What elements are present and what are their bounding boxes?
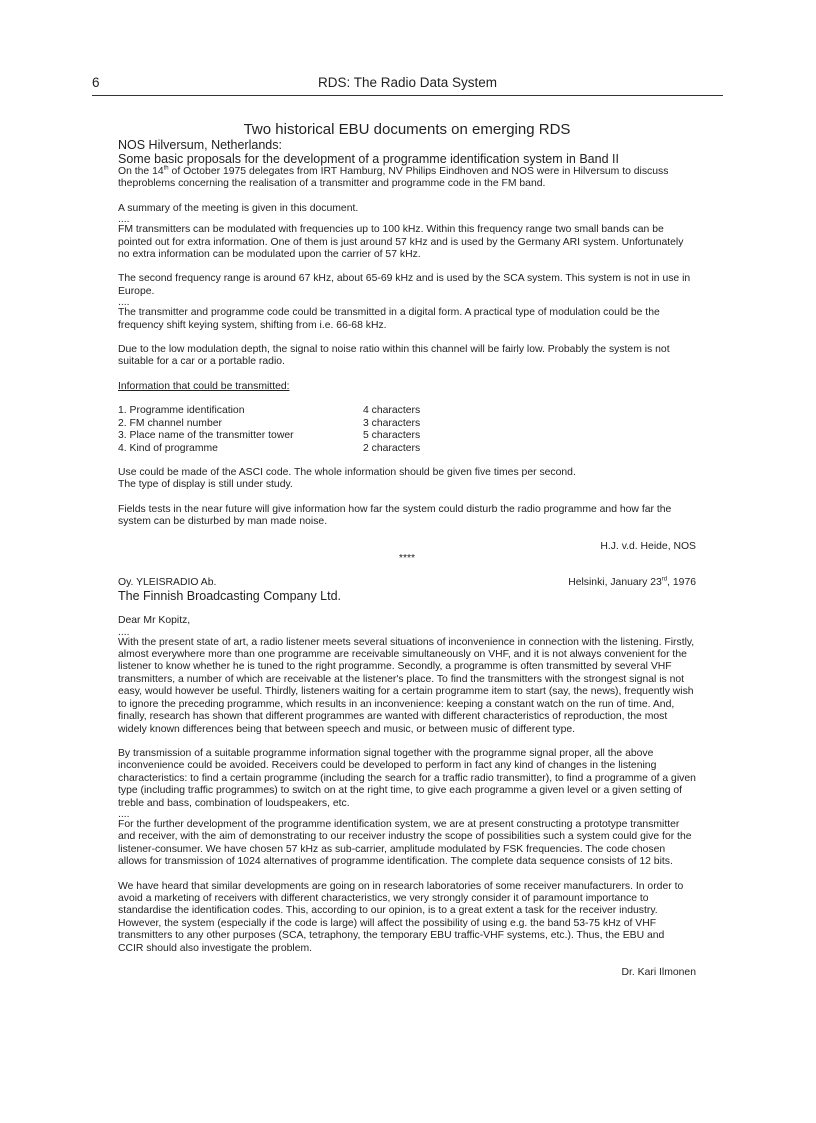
table-row bbox=[118, 405, 420, 417]
item-size: 5 characters bbox=[363, 430, 421, 442]
doc2-paragraph-4: We have heard that similar developments are going on in research laboratories of some receiver manufacturers. In order to avoid a marketing of receivers with different characteristics, we very strongly consider it of paramount importance to standardise the identification codes. This, according to our opinion, is to a great extent a task for the receiver industry. However, the system (especially if the code is large) will affect the possibility of using e.g. the band 53-75 kHz of VHF transmitters to any other purposes (SCA, tetraphony, the temporary EBU traffic-VHF systems, etc.). Thus, the EBU and bbox=[118, 880, 684, 942]
doc2-organisation: Oy. YLEISRADIO Ab. bbox=[118, 577, 217, 589]
doc2-paragraph-3: For the further development of the programme identification system, we are at present constructing a prototype transmitter and receiver, with the aim of demonstrating to our receiver industry the scope of possibilities such a system could give for the listener-consumer. We have chosen 57 kHz as sub-carrier, amplitude modulated by FSK frequencies. The code chosen allows for transmission of 1024 alternatives of programme identification. The complete data sequence consists of 12 bits. bbox=[118, 818, 692, 868]
doc2-paragraph-4-end: CCIR should also investigate the problem. bbox=[118, 942, 313, 954]
doc2-date bbox=[568, 577, 696, 589]
doc1-subject: Some basic proposals for the development of a programme identification system in Band II bbox=[118, 151, 619, 166]
doc1-intro-rest: of October 1975 delegates from IRT Hamburg, NV Philips Eindhoven and NOS were in Hilversum to discuss theproblems concerning the realisation of a transmitter and programme code in the FM band. bbox=[118, 166, 669, 190]
item-size: 2 characters bbox=[363, 442, 421, 454]
doc1-ellipsis-1: .... bbox=[118, 214, 130, 226]
table-row bbox=[118, 443, 420, 455]
doc1-ellipsis-2: .... bbox=[118, 297, 130, 309]
table-row bbox=[118, 430, 420, 442]
doc2-date-start: Helsinki, January 23 bbox=[568, 577, 662, 589]
doc1-paragraph-code: The transmitter and programme code could be transmitted in a digital form. A practical type of modulation could be the frequency shift keying system, shifting from i.e. 66-68 kHz. bbox=[118, 307, 660, 331]
doc2-date-year: , 1976 bbox=[667, 577, 696, 589]
doc1-info-heading: Information that could be transmitted: bbox=[118, 380, 290, 392]
doc1-summary: A summary of the meeting is given in this document. bbox=[118, 202, 359, 214]
item-size: 4 characters bbox=[363, 405, 421, 417]
doc1-paragraph-display: The type of display is still under study. bbox=[118, 479, 293, 491]
section-separator: **** bbox=[398, 552, 416, 564]
doc2-ellipsis-2: .... bbox=[118, 808, 130, 820]
doc1-paragraph-fm: FM transmitters can be modulated with frequencies up to 100 kHz. Within this frequency range two small bands can be pointed out for extra information. One of them is just around 57 kHz and is used by the Germany ARI system. Unfortunately no extra information can be modulated upon the carrier of 57 kHz. bbox=[118, 224, 684, 261]
info-items-table bbox=[118, 405, 420, 455]
page-title: Two historical EBU documents on emerging RDS bbox=[243, 121, 571, 138]
doc2-date-superscript: rd bbox=[661, 576, 668, 583]
doc2-signature: Dr. Kari Ilmonen bbox=[621, 967, 696, 978]
doc1-intro bbox=[118, 166, 696, 191]
item-name: 4. Kind of programme bbox=[118, 442, 218, 454]
doc1-paragraph-depth: Due to the low modulation depth, the signal to noise ratio within this channel will be fairly low. Probably the system is not suitable for a car or a portable radio. bbox=[118, 344, 670, 368]
running-header bbox=[92, 75, 723, 96]
doc2-paragraph-2: By transmission of a suitable programme information signal together with the programme signal proper, all the above inconvenience could be avoided. Receivers could be developed to perform in fact any kind of changes in the listening characteristics: to find a certain programme (including the search for a traffic radio transmitter), to find a programme of a given type (including traffic programmes) to switch on at the right time, to give each programme a given level or a given setting of treble and bass, combination of loudspeakers, etc. bbox=[118, 747, 696, 809]
item-name: 3. Place name of the transmitter tower bbox=[118, 430, 294, 442]
doc2-header-row bbox=[118, 577, 696, 589]
item-size: 3 characters bbox=[363, 417, 421, 429]
document-body bbox=[118, 121, 696, 979]
item-name: 2. FM channel number bbox=[118, 417, 222, 429]
doc1-signature: H.J. v.d. Heide, NOS bbox=[600, 540, 696, 552]
page-number: 6 bbox=[92, 75, 100, 90]
doc1-paragraph-ascii: Use could be made of the ASCI code. The whole information should be given five times per second. bbox=[118, 466, 576, 478]
doc1-paragraph-tests: Fields tests in the near future will give information how far the system could disturb the radio programme and how far the system can be disturbed by man made noise. bbox=[118, 503, 672, 528]
doc2-paragraph-1: With the present state of art, a radio listener meets several situations of inconvenience in connection with the listening. Firstly, almost everywhere more than one programme are receivable simultaneously on VHF, and it is not always convenient for the listener to know whether he is tuned to the right programme. Secondly, a programme is often transmitted by several VHF transmitters, a number of which are receivable at the listener's place. To find the transmitters with the strongest signal is not easy, would however be useful. Thirdly, listeners waiting for a certain programme item to start (say, the news), frequently wish to ignore the preceding programme, which results in an inconvenience: keeping a constant watch on the run of time. And, finally, research has shown that different programmes are wanted with different characteristics of reproduction, the most widely known differences being that between speech and music, or between music of different type. bbox=[118, 636, 695, 735]
doc1-paragraph-second-range: The second frequency range is around 67 kHz, about 65-69 kHz and is used by the SCA system. This system is not in use in Europe. bbox=[118, 273, 691, 297]
table-row bbox=[118, 418, 420, 430]
doc2-salutation: Dear Mr Kopitz, bbox=[118, 615, 191, 627]
doc1-organisation: NOS Hilversum, Netherlands: bbox=[118, 138, 282, 152]
doc1-intro-start: On the 14 bbox=[118, 166, 164, 177]
doc1-intro-superscript: th bbox=[163, 165, 169, 172]
doc2-company: The Finnish Broadcasting Company Ltd. bbox=[118, 588, 342, 603]
doc2-ellipsis-1: .... bbox=[118, 626, 130, 638]
item-name: 1. Programme identification bbox=[118, 405, 245, 417]
running-title: RDS: The Radio Data System bbox=[317, 75, 498, 90]
